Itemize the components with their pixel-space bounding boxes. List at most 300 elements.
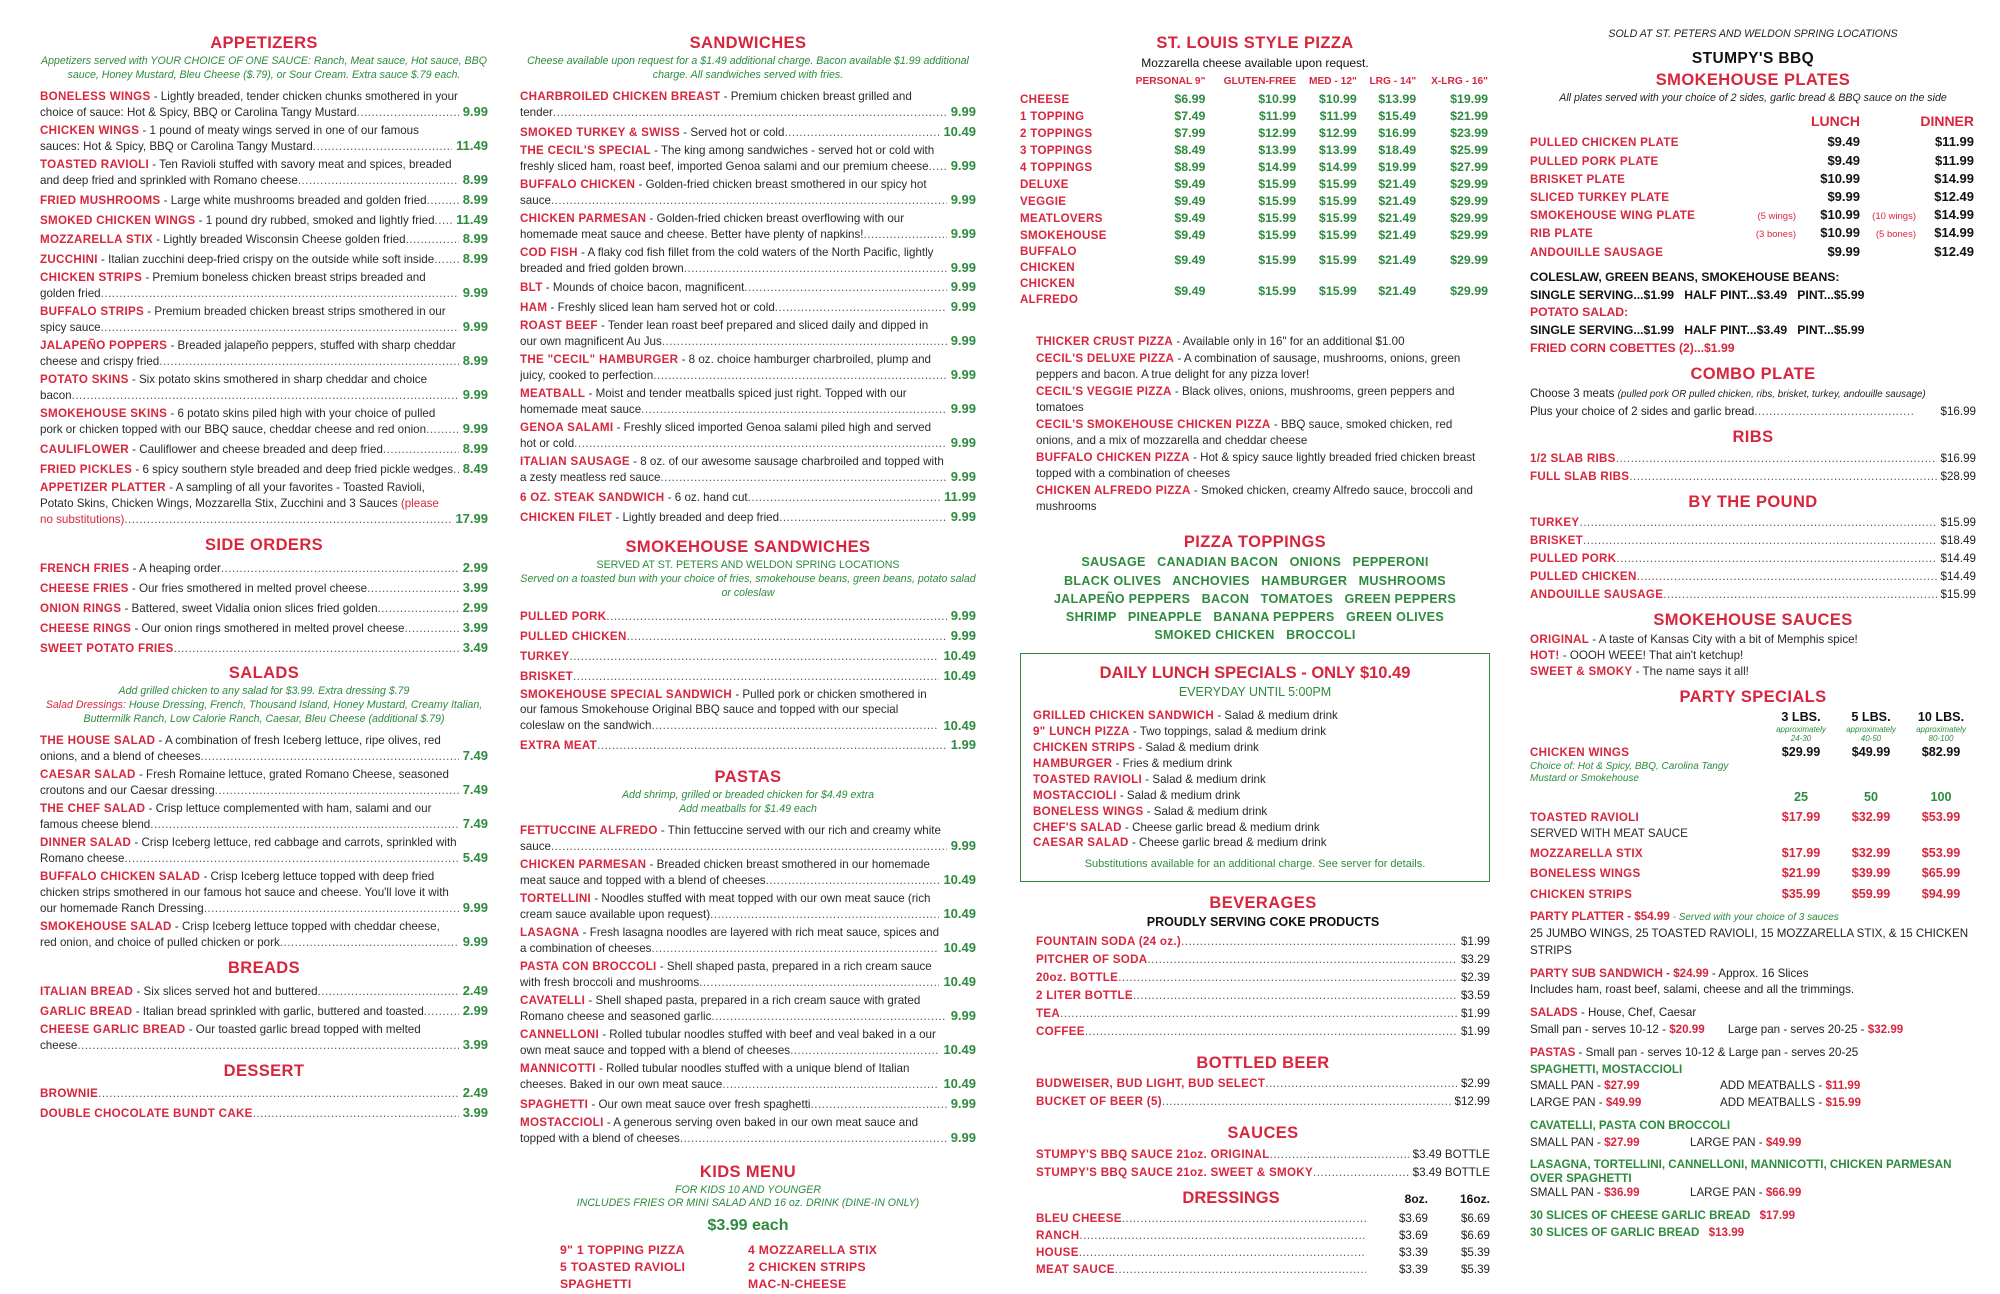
item-price: $18.49 xyxy=(1940,534,1976,548)
menu-item xyxy=(520,123,976,141)
item-desc: - Crisp Iceberg lettuce, red cabbage and carrots, sprinkled with Romano cheese xyxy=(40,836,457,866)
item-name: FRIED PICKLES xyxy=(40,463,133,477)
menu-item xyxy=(40,835,488,867)
price: $27.99 xyxy=(1604,1079,1640,1093)
pizza-specialties xyxy=(1020,334,1490,515)
party-item-label xyxy=(1530,810,1766,842)
section-title: SMOKEHOUSE SANDWICHES xyxy=(625,538,871,557)
price: $59.99 xyxy=(1851,886,1891,901)
item-name: TEA xyxy=(1036,1006,1061,1020)
price: $17.99 xyxy=(1759,1209,1796,1223)
item-price: 9.99 xyxy=(462,319,488,335)
plate-dinner-price: $14.99 xyxy=(1934,170,1974,186)
item-desc: - Freshly sliced imported Genoa salami piled high and served hot or cold xyxy=(520,421,932,451)
menu-item xyxy=(40,338,488,370)
plate-lunch-note: (3 bones) xyxy=(1755,229,1796,241)
pizza-price: $29.99 xyxy=(1450,211,1488,226)
menu-item xyxy=(1036,988,1490,1004)
kids-price: $3.99 each xyxy=(707,1217,789,1235)
party-section xyxy=(1530,686,1976,1242)
specialty-name: CECIL'S VEGGIE PIZZA xyxy=(1036,384,1172,398)
plate-dinner-note: (5 bones) xyxy=(1875,229,1916,241)
dressing-row xyxy=(1036,1211,1490,1227)
menu-item-text xyxy=(1036,1024,1457,1040)
pizza-price: $21.49 xyxy=(1378,177,1417,192)
bbq-plate-row xyxy=(1530,243,1976,261)
item-price: 10.49 xyxy=(943,1041,976,1057)
plate-lunch-price: $10.99 xyxy=(1820,225,1860,241)
item-price: 9.99 xyxy=(462,934,488,950)
item-desc: - Premium boneless chicken breast strips breaded and golden fried xyxy=(40,271,426,301)
pizza-price: $15.99 xyxy=(1318,211,1357,226)
item-name: 1/2 SLAB RIBS xyxy=(1530,451,1616,465)
item-desc: - Pulled pork or chicken smothered in our famous Smokehouse Original BBQ sauce and topped with our special coleslaw on the sandwich xyxy=(520,687,927,733)
item-desc: - Served hot or cold xyxy=(680,125,785,139)
pizza-price: $21.49 xyxy=(1378,228,1417,243)
item-price: 3.99 xyxy=(462,579,488,595)
item-name: ONION RINGS xyxy=(40,601,122,615)
lunch-special-item xyxy=(1033,772,1477,788)
item-name: TURKEY xyxy=(1530,516,1580,530)
pizza-price: $13.99 xyxy=(1258,143,1297,158)
item-price: $3.59 xyxy=(1460,988,1490,1002)
pizza-price: $15.99 xyxy=(1258,177,1297,192)
menu-item-text xyxy=(1530,569,1937,585)
plate-name: ANDOUILLE SAUSAGE xyxy=(1530,245,1664,259)
menu-item xyxy=(40,733,488,765)
small-pan-label: SMALL PAN - xyxy=(1530,1186,1605,1200)
item-name: PULLED PORK xyxy=(1530,552,1617,566)
item-name: THE CECIL'S SPECIAL xyxy=(520,143,651,157)
dressing-text xyxy=(1036,1211,1366,1227)
pizza-price: $9.49 xyxy=(1174,252,1206,267)
item-name: APPETIZER PLATTER xyxy=(40,481,166,495)
party-item-name: BONELESS WINGS xyxy=(1530,867,1641,881)
lunch-item-name: HAMBURGER xyxy=(1033,756,1113,770)
salads-section xyxy=(40,662,488,950)
breads-section xyxy=(40,957,488,1054)
item-name: CHEESE GARLIC BREAD xyxy=(40,1022,186,1036)
party-salads xyxy=(1530,1005,1976,1022)
menu-item xyxy=(1036,1094,1490,1110)
pizza-name: SMOKEHOUSE xyxy=(1020,228,1107,242)
lunch-item-name: BONELESS WINGS xyxy=(1033,804,1144,818)
section-subtitle: PROUDLY SERVING COKE PRODUCTS xyxy=(1146,915,1380,930)
item-desc: - Tender lean roast beef prepared and sliced daily and dipped in our own magnificent Au Jus xyxy=(520,319,929,349)
menu-item-text xyxy=(40,801,459,833)
item-desc: - 8 oz. choice hamburger charbroiled, plump and juicy, cooked to perfection xyxy=(520,353,931,383)
menu-item xyxy=(520,891,976,923)
plate-dinner-price: $14.99 xyxy=(1934,207,1974,223)
item-name: ITALIAN SAUSAGE xyxy=(520,455,630,469)
menu-item-text xyxy=(520,1027,939,1059)
item-name: EXTRA MEAT xyxy=(520,739,598,753)
item-desc: - Lightly breaded and deep fried xyxy=(612,511,780,525)
item-name: SWEET POTATO FRIES xyxy=(40,641,174,655)
menu-item-text xyxy=(520,490,940,506)
pizza-price: $25.99 xyxy=(1450,143,1488,158)
menu-item-text xyxy=(520,993,947,1025)
item-name: MOZZARELLA STIX xyxy=(40,233,153,247)
dressing-name: MEAT SAUCE xyxy=(1036,1262,1115,1276)
smokehouse-sandwiches-section xyxy=(520,536,976,754)
dessert-list xyxy=(40,1084,488,1122)
item-desc: - A combination of fresh Iceberg lettuce, ripe olives, red onions, and a blend of cheeses xyxy=(40,734,441,764)
menu-item-text xyxy=(40,641,459,657)
section-title: PIZZA TOPPINGS xyxy=(1183,532,1327,551)
bbq-header-spacer xyxy=(1860,112,1916,131)
item-price: 10.49 xyxy=(943,123,976,139)
column-header: DINNER xyxy=(1920,113,1974,130)
menu-item-text xyxy=(520,280,947,296)
item-desc: - Six potato skins smothered in sharp cheddar and choice bacon xyxy=(40,373,428,403)
menu-item-text xyxy=(1036,1147,1409,1163)
price: $11.99 xyxy=(1825,1079,1861,1093)
salads-list xyxy=(40,733,488,951)
pizza-price: $29.99 xyxy=(1450,194,1488,209)
pizza-specialty xyxy=(1036,417,1490,449)
item-name: PULLED PORK xyxy=(520,609,607,623)
sandwiches-list xyxy=(520,89,976,526)
menu-item xyxy=(520,667,976,685)
section-note-2: INCLUDES FRIES OR MINI SALAD AND 16 oz. DRINK (DINE-IN ONLY) xyxy=(576,1197,920,1210)
pizza-price: $8.99 xyxy=(1174,160,1206,175)
pizza-price: $8.49 xyxy=(1174,143,1206,158)
item-name: BLT xyxy=(520,281,543,295)
section-title: SMOKEHOUSE SAUCES xyxy=(1653,611,1853,630)
pizza-table-corner xyxy=(1020,75,1120,91)
item-desc: - Lightly breaded, tender chicken chunks smothered in your choice of sauce: Hot & Spicy, BBQ or Carolina Tangy Mustard xyxy=(40,89,458,119)
pizza-price: $11.99 xyxy=(1319,109,1357,124)
item-name: BRISKET xyxy=(1530,534,1583,548)
item-price: $16.99 xyxy=(1940,451,1976,465)
price: $36.99 xyxy=(1604,1186,1640,1200)
kids-item: 4 MOZZARELLA STIX xyxy=(748,1242,878,1257)
pizza-price: $14.99 xyxy=(1258,160,1297,175)
pizza-price: $15.99 xyxy=(1318,284,1357,299)
lunch-item-desc: - Two toppings, salad & medium drink xyxy=(1129,724,1326,738)
menu-item-text xyxy=(520,245,947,277)
beverages-list xyxy=(1036,934,1490,1040)
meatballs-label: ADD MEATBALLS - xyxy=(1720,1096,1826,1110)
pizza-price: $7.99 xyxy=(1174,126,1206,141)
menu-item xyxy=(520,1095,976,1113)
item-name: FRIED MUSHROOMS xyxy=(40,193,161,207)
menu-item xyxy=(40,250,488,268)
section-title: DRESSINGS xyxy=(1182,1189,1280,1208)
price: $21.99 xyxy=(1781,866,1821,881)
pizza-price: $21.49 xyxy=(1378,252,1417,267)
pizza-price: $19.99 xyxy=(1378,160,1417,175)
lunch-special-item xyxy=(1033,804,1477,820)
party-row xyxy=(1530,865,1976,882)
section-title: BY THE POUND xyxy=(1688,492,1818,511)
item-price: 9.99 xyxy=(950,607,976,623)
menu-item-text xyxy=(1036,970,1457,986)
price: $49.99 xyxy=(1765,1135,1802,1149)
item-desc: - Mounds of choice bacon, magnificent xyxy=(542,281,745,295)
menu-item-text xyxy=(40,581,459,597)
party-salads-note: - House, Chef, Caesar xyxy=(1577,1006,1697,1020)
sauces-list xyxy=(1036,1147,1490,1181)
menu-item-text xyxy=(520,318,947,350)
party-sub-desc: Includes ham, roast beef, salami, cheese and all the trimmings. xyxy=(1530,983,1855,997)
pizza-price: $16.99 xyxy=(1378,126,1417,141)
bbq-plate-row xyxy=(1530,170,1976,188)
menu-item-text xyxy=(520,738,947,754)
bbq-plate-row xyxy=(1530,224,1976,242)
item-desc: - Our onion rings smothered in melted provel cheese xyxy=(131,621,405,635)
item-desc: - Fresh lasagna noodles are layered with rich meat sauce, spices and a combination of cheeses xyxy=(520,926,940,955)
item-name: TOASTED RAVIOLI xyxy=(40,157,150,171)
dressing-name: BLEU CHEESE xyxy=(1036,1211,1122,1225)
section-title: SMOKEHOUSE PLATES xyxy=(1655,71,1851,90)
pizza-price: $27.99 xyxy=(1450,160,1488,175)
bbq-header-spacer xyxy=(1530,112,1796,131)
menu-item xyxy=(40,270,488,302)
menu-item-text xyxy=(40,193,459,209)
menu-item xyxy=(520,607,976,625)
item-name: BRISKET xyxy=(520,669,573,683)
lunch-item-name: CHEF'S SALAD xyxy=(1033,820,1122,834)
lbs-column xyxy=(1766,709,1836,744)
lunch-item-name: GRILLED CHICKEN SANDWICH xyxy=(1033,708,1215,722)
small-pan-label: Small pan - serves 10-12 - xyxy=(1530,1023,1670,1037)
item-name: CHICKEN FILET xyxy=(520,511,613,525)
price: $39.99 xyxy=(1851,866,1891,881)
item-name: COD FISH xyxy=(520,245,578,259)
dressing-price-8oz: $3.69 xyxy=(1398,1228,1428,1242)
section-note: Appetizers served with YOUR CHOICE OF ONE SAUCE: Ranch, Meat sauce, Hot sauce, BBQ sauce, Honey Mustard, Bleu Cheese ($.79), or Sour Cream. Extra sauce $.79 each. xyxy=(41,54,487,81)
menu-item xyxy=(520,245,976,277)
lunch-item-desc: - Fries & medium drink xyxy=(1112,756,1233,770)
menu-item xyxy=(40,767,488,799)
party-pasta-group-2-sizes xyxy=(1530,1135,1976,1152)
party-pasta-group-3-sizes xyxy=(1530,1185,1976,1202)
lunch-special-item xyxy=(1033,708,1477,724)
menu-item xyxy=(40,1002,488,1020)
section-note xyxy=(40,685,488,727)
item-name: PULLED CHICKEN xyxy=(1530,570,1637,584)
pizza-price: $15.99 xyxy=(1258,228,1297,243)
item-desc: - Moist and tender meatballs spiced just right. Topped with our homemade meat sauce xyxy=(520,387,907,417)
menu-item xyxy=(520,687,976,735)
price: $32.99 xyxy=(1851,846,1891,861)
item-price: 10.49 xyxy=(943,872,976,888)
menu-item-text xyxy=(520,857,939,889)
specialty-desc: - BBQ sauce, smoked chicken, red onions, and a mix of mozzarella and cheddar cheese xyxy=(1036,417,1453,447)
specialty-desc: - Hot & spicy sauce lightly breaded fried chicken breast topped with a combination of cheeses xyxy=(1036,450,1476,480)
item-name: POTATO SKINS xyxy=(40,373,129,387)
menu-item-text xyxy=(40,462,459,478)
menu-item xyxy=(1036,1006,1490,1022)
item-desc: - Golden-fried chicken breast smothered in our spicy hot sauce xyxy=(520,177,927,207)
pizza-name: BUFFALO CHICKEN xyxy=(1020,245,1077,275)
item-desc: - Breaded chicken breast smothered in our homemade meat sauce and topped with a blend of cheeses xyxy=(520,858,930,888)
item-desc: - Cauliflower and cheese breaded and deep fried xyxy=(128,443,383,457)
pizza-row xyxy=(1020,176,1490,193)
dressing-price-8oz: $3.69 xyxy=(1398,1211,1428,1225)
menu-item-text xyxy=(520,125,939,141)
lunch-special-item xyxy=(1033,788,1477,804)
item-name: THE CHEF SALAD xyxy=(40,802,146,816)
menu-item xyxy=(520,420,976,452)
dressing-price-16oz: $6.69 xyxy=(1460,1228,1490,1242)
item-price: $1.99 xyxy=(1460,1006,1490,1020)
column-header: LRG - 14" xyxy=(1369,76,1417,88)
pizza-price: $21.99 xyxy=(1450,109,1488,124)
pizza-row xyxy=(1020,210,1490,227)
menu-item xyxy=(1530,515,1976,531)
menu-item xyxy=(1036,1165,1490,1181)
combo-line2-text: Plus your choice of 2 sides and garlic bread ..... xyxy=(1530,404,1914,420)
lunch-item-desc: - Salad & medium drink xyxy=(1142,772,1266,786)
menu-item xyxy=(1036,1147,1490,1163)
pizza-price: $19.99 xyxy=(1450,92,1488,107)
salad-note-line2: House Dressing, French, Thousand Island, Honey Mustard, Creamy Italian, Buttermilk Ranch, Low Calorie Ranch, Caesar, Bleu Cheese (additional $.79) xyxy=(83,699,483,726)
pan-size xyxy=(1690,1135,1801,1152)
lunch-item-name: 9" LUNCH PIZZA xyxy=(1033,724,1130,738)
item-price: 9.99 xyxy=(950,367,976,383)
pizza-price: $10.99 xyxy=(1258,92,1297,107)
item-desc: - Battered, sweet Vidalia onion slices fried golden xyxy=(121,601,378,615)
item-price: $15.99 xyxy=(1940,588,1976,602)
appetizers-section xyxy=(40,32,488,528)
lbs-label: 5 LBS. xyxy=(1851,709,1891,724)
column-3 xyxy=(1020,28,1490,1284)
combo-line1-text: Choose 3 meats xyxy=(1530,387,1618,401)
pizza-price: $15.99 xyxy=(1318,228,1357,243)
plate-name: PULLED CHICKEN PLATE xyxy=(1530,136,1679,150)
menu-item xyxy=(520,488,976,506)
lbs-sub: 40-50 xyxy=(1860,733,1882,743)
menu-item xyxy=(520,211,976,243)
price: $17.99 xyxy=(1781,810,1821,825)
section-title: PASTAS xyxy=(714,768,782,787)
plate-lunch-price: $9.49 xyxy=(1827,134,1860,150)
item-price: $3.29 xyxy=(1460,952,1490,966)
item-name: TURKEY xyxy=(520,649,570,663)
pizza-specialty xyxy=(1036,334,1490,350)
menu-item xyxy=(40,599,488,617)
pizza-price: $15.99 xyxy=(1318,177,1357,192)
menu-item xyxy=(40,372,488,404)
menu-item-text xyxy=(520,1061,939,1093)
kids-item: SPAGHETTI xyxy=(560,1276,632,1291)
dressing-text xyxy=(1036,1245,1366,1261)
specialty-name: CECIL'S SMOKEHOUSE CHICKEN PIZZA xyxy=(1036,417,1271,431)
menu-item xyxy=(520,959,976,991)
menu-item xyxy=(40,869,488,917)
menu-item-text xyxy=(40,270,459,302)
bbq-plates-header xyxy=(1530,112,1976,131)
menu-item xyxy=(1036,934,1490,950)
item-name: PASTA CON BROCCOLI xyxy=(520,959,657,973)
plate-lunch-price: $10.99 xyxy=(1820,207,1860,223)
menu-item-text xyxy=(520,629,947,645)
item-desc: - A generous serving oven baked in our own meat sauce and topped with a blend of cheeses xyxy=(520,1115,919,1145)
pizza-table-body xyxy=(1020,91,1490,307)
menu-item xyxy=(520,993,976,1025)
item-desc: - Six slices served hot and buttered xyxy=(133,984,318,998)
menu-item-text xyxy=(1530,469,1937,485)
section-title: DESSERT xyxy=(223,1061,305,1080)
item-name: CHARBROILED CHICKEN BREAST xyxy=(520,89,721,103)
item-desc: - 1 pound dry rubbed, smoked and lightly fried xyxy=(195,213,435,227)
item-price: 9.99 xyxy=(462,900,488,916)
menu-item xyxy=(520,823,976,855)
menu-item xyxy=(40,559,488,577)
menu-item xyxy=(1530,587,1976,603)
item-desc: - Our own meat sauce over fresh spaghetti xyxy=(588,1097,811,1111)
item-desc: - Noodles stuffed with meat topped with our own meat sauce (rich cream sauce available upon request) xyxy=(520,892,931,922)
lbs-column xyxy=(1906,709,1976,744)
party-salads-sizes xyxy=(1530,1022,1976,1039)
plate-lunch-price: $10.99 xyxy=(1820,170,1860,186)
plate-dinner-price: $12.49 xyxy=(1934,189,1974,205)
item-price: 2.99 xyxy=(462,559,488,575)
price: $66.99 xyxy=(1765,1186,1802,1200)
party-salads-name: SALADS xyxy=(1530,1006,1578,1020)
menu-item-text xyxy=(40,733,459,765)
item-name: SPAGHETTI xyxy=(520,1097,589,1111)
party-sub-name: PARTY SUB SANDWICH - $24.99 xyxy=(1530,966,1709,980)
bbq-location-note: SOLD AT ST. PETERS AND WELDON SPRING LOCATIONS xyxy=(1608,28,1898,40)
price: $82.99 xyxy=(1921,744,1961,759)
section-note: Mozzarella cheese available upon request. xyxy=(1141,55,1369,70)
menu-item xyxy=(1036,970,1490,986)
plate-lunch-price: $9.99 xyxy=(1827,189,1860,205)
section-title: SAUCES xyxy=(1227,1124,1299,1143)
lbs-sub: approximately xyxy=(1916,725,1966,735)
item-name: CHICKEN PARMESAN xyxy=(520,858,647,872)
section-title: SIDE ORDERS xyxy=(204,536,324,555)
item-price: 9.99 xyxy=(950,279,976,295)
pizza-price: $15.99 xyxy=(1258,284,1297,299)
menu-item xyxy=(40,230,488,248)
item-name: DINNER SALAD xyxy=(40,836,132,850)
item-name: ANDOUILLE SAUSAGE xyxy=(1530,588,1664,602)
breads-list xyxy=(40,982,488,1054)
count-header: 50 xyxy=(1863,789,1878,804)
party-row xyxy=(1530,886,1976,903)
dressings-header xyxy=(1036,1187,1490,1210)
menu-item-text xyxy=(520,1097,947,1113)
party-bread-2 xyxy=(1530,1225,1976,1242)
item-price: 1.99 xyxy=(950,737,976,753)
plate-dinner-price: $12.49 xyxy=(1934,243,1974,259)
menu-item xyxy=(40,801,488,833)
item-price: $14.49 xyxy=(1940,570,1976,584)
pizza-name: CHEESE xyxy=(1020,92,1070,106)
menu-item-text xyxy=(520,687,939,735)
item-name: CAESAR SALAD xyxy=(40,768,136,782)
bbq-brand: STUMPY'S BBQ xyxy=(1691,49,1815,67)
item-price: 10.49 xyxy=(943,974,976,989)
menu-item-text xyxy=(1036,1006,1457,1022)
large-pan-label: LARGE PAN - xyxy=(1530,1096,1606,1110)
toppings-list xyxy=(1020,553,1490,644)
pizza-price: $12.99 xyxy=(1318,126,1357,141)
kids-menu-section xyxy=(520,1161,976,1293)
toppings-line: SHRIMP PINEAPPLE BANANA PEPPERS GREEN OLIVES xyxy=(1065,610,1445,625)
party-pastas-name: PASTAS xyxy=(1530,1045,1576,1059)
menu-item-text xyxy=(40,372,459,404)
item-desc: - Our fries smothered in melted provel cheese xyxy=(128,581,368,595)
item-price: 9.99 xyxy=(950,1129,976,1145)
menu-item xyxy=(520,177,976,209)
count-header: 25 xyxy=(1793,789,1808,804)
